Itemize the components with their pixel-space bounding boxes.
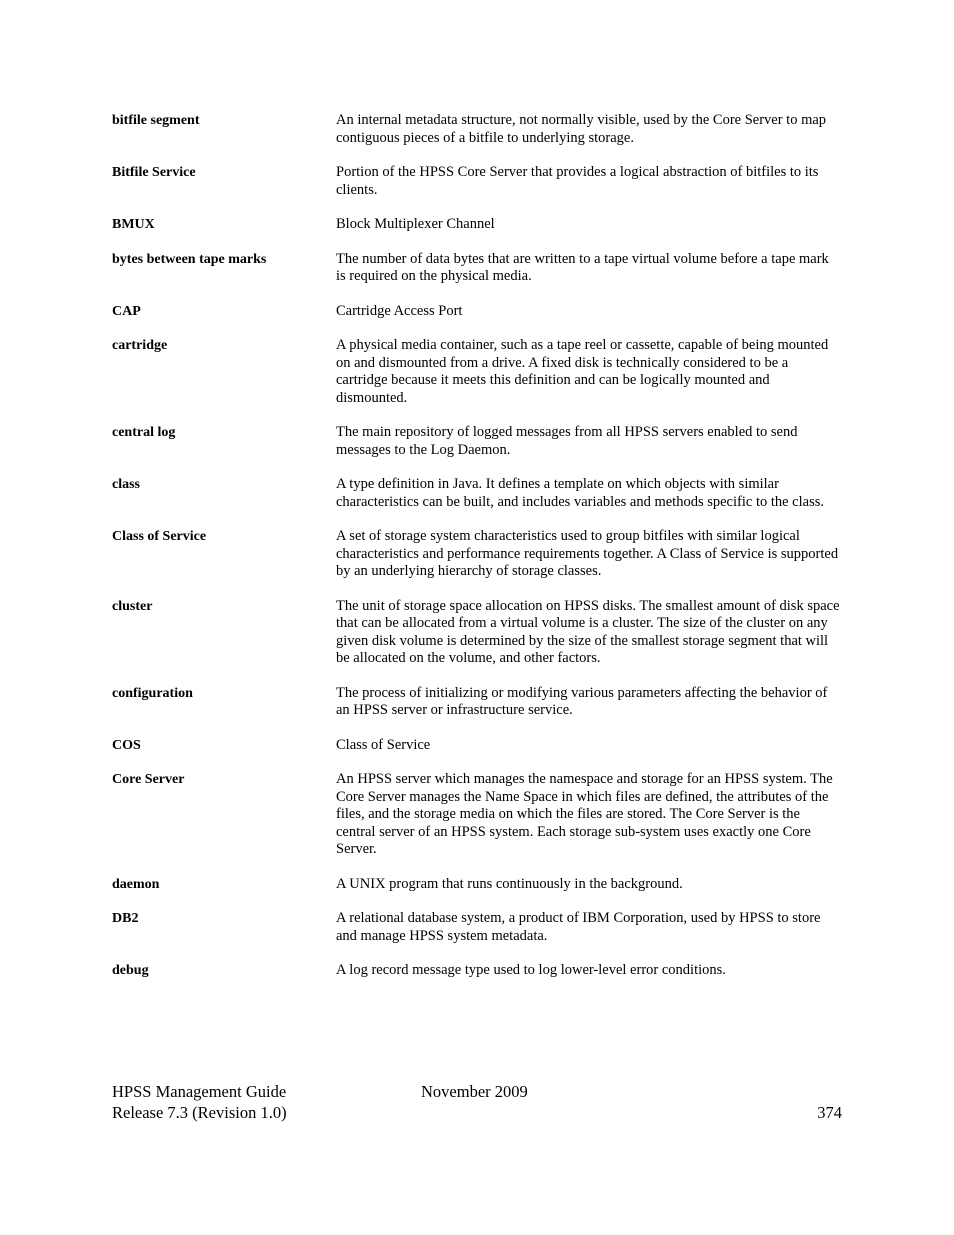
glossary-definition: A type definition in Java. It defines a template on which objects with similar characteristics can be built, and includes variables and methods specific to the class.	[336, 476, 824, 510]
glossary-entry	[112, 216, 842, 234]
glossary-term: bytes between tape marks	[112, 251, 267, 267]
glossary-term: COS	[112, 737, 141, 753]
glossary-entry	[112, 876, 842, 894]
glossary-definition: The process of initializing or modifying various parameters affecting the behavior of an HPSS server or infrastructure service.	[336, 684, 828, 718]
glossary-definition: A log record message type used to log lower-level error conditions.	[336, 962, 726, 978]
glossary-term: CAP	[112, 303, 141, 319]
glossary-definition: An internal metadata structure, not normally visible, used by the Core Server to map contiguous pieces of a bitfile to underlying storage.	[336, 112, 827, 146]
glossary-list	[112, 112, 842, 997]
glossary-definition: The unit of storage space allocation on HPSS disks. The smallest amount of disk space that can be allocated from a virtual volume is a cluster. The size of the cluster on any given disk volume is determined by the size of the smallest storage segment that will be allocated on the volume, and other factors.	[336, 597, 840, 666]
glossary-entry	[112, 476, 842, 511]
footer-release: Release 7.3 (Revision 1.0)	[112, 1103, 287, 1122]
glossary-term: Core Server	[112, 772, 185, 787]
glossary-entry	[112, 598, 842, 668]
glossary-term: BMUX	[112, 217, 155, 232]
glossary-definition: The main repository of logged messages from all HPSS servers enabled to send messages to the Log Daemon.	[336, 424, 798, 458]
glossary-definition: Block Multiplexer Channel	[336, 216, 495, 232]
glossary-term: Class of Service	[112, 529, 207, 544]
glossary-definition: A set of storage system characteristics used to group bitfiles with similar logical characteristics and performance requirements together. A Class of Service is supported by an underlying hierarchy of storage classes.	[336, 528, 839, 579]
glossary-definition: A physical media container, such as a tape reel or cassette, capable of being mounted on and dismounted from a drive. A fixed disk is technically considered to be a cartridge because it meets this definition and can be logically mounted and dismounted.	[336, 337, 829, 406]
glossary-entry	[112, 164, 842, 199]
glossary-term: bitfile segment	[112, 113, 200, 128]
glossary-definition: Class of Service	[336, 736, 431, 753]
glossary-term: daemon	[112, 876, 160, 892]
glossary-term: configuration	[112, 685, 193, 701]
glossary-term: class	[112, 477, 140, 492]
glossary-term: DB2	[112, 911, 139, 926]
glossary-entry	[112, 737, 842, 755]
glossary-entry	[112, 685, 842, 720]
glossary-term: cartridge	[112, 338, 168, 353]
glossary-entry	[112, 528, 842, 581]
glossary-term: debug	[112, 963, 149, 978]
glossary-entry	[112, 424, 842, 459]
glossary-entry	[112, 910, 842, 945]
glossary-definition: A UNIX program that runs continuously in the background.	[336, 875, 683, 892]
glossary-definition: The number of data bytes that are written to a tape virtual volume before a tape mark is required on the physical media.	[336, 250, 829, 284]
glossary-entry	[112, 112, 842, 147]
footer-date: November 2009	[421, 1082, 528, 1101]
glossary-definition: A relational database system, a product of IBM Corporation, used by HPSS to store and manage HPSS system metadata.	[336, 910, 821, 944]
glossary-entry	[112, 251, 842, 286]
glossary-definition: An HPSS server which manages the namespace and storage for an HPSS system. The Core Server manages the Name Space in which files are defined, the attributes of the files, and the storage media on which the files are stored. The Core Server is the central server of an HPSS system. Each storage sub-system uses exactly one Core Server.	[336, 771, 833, 857]
glossary-entry	[112, 337, 842, 407]
glossary-term: central log	[112, 425, 176, 440]
footer-page-number: 374	[817, 1103, 842, 1122]
glossary-entry	[112, 303, 842, 321]
glossary-entry	[112, 771, 842, 859]
footer-document-title: HPSS Management Guide	[112, 1082, 287, 1101]
glossary-term: cluster	[112, 598, 153, 614]
glossary-term: Bitfile Service	[112, 165, 196, 180]
glossary-entry	[112, 962, 842, 980]
glossary-definition: Portion of the HPSS Core Server that provides a logical abstraction of bitfiles to its clients.	[336, 164, 819, 198]
glossary-definition: Cartridge Access Port	[336, 302, 463, 319]
